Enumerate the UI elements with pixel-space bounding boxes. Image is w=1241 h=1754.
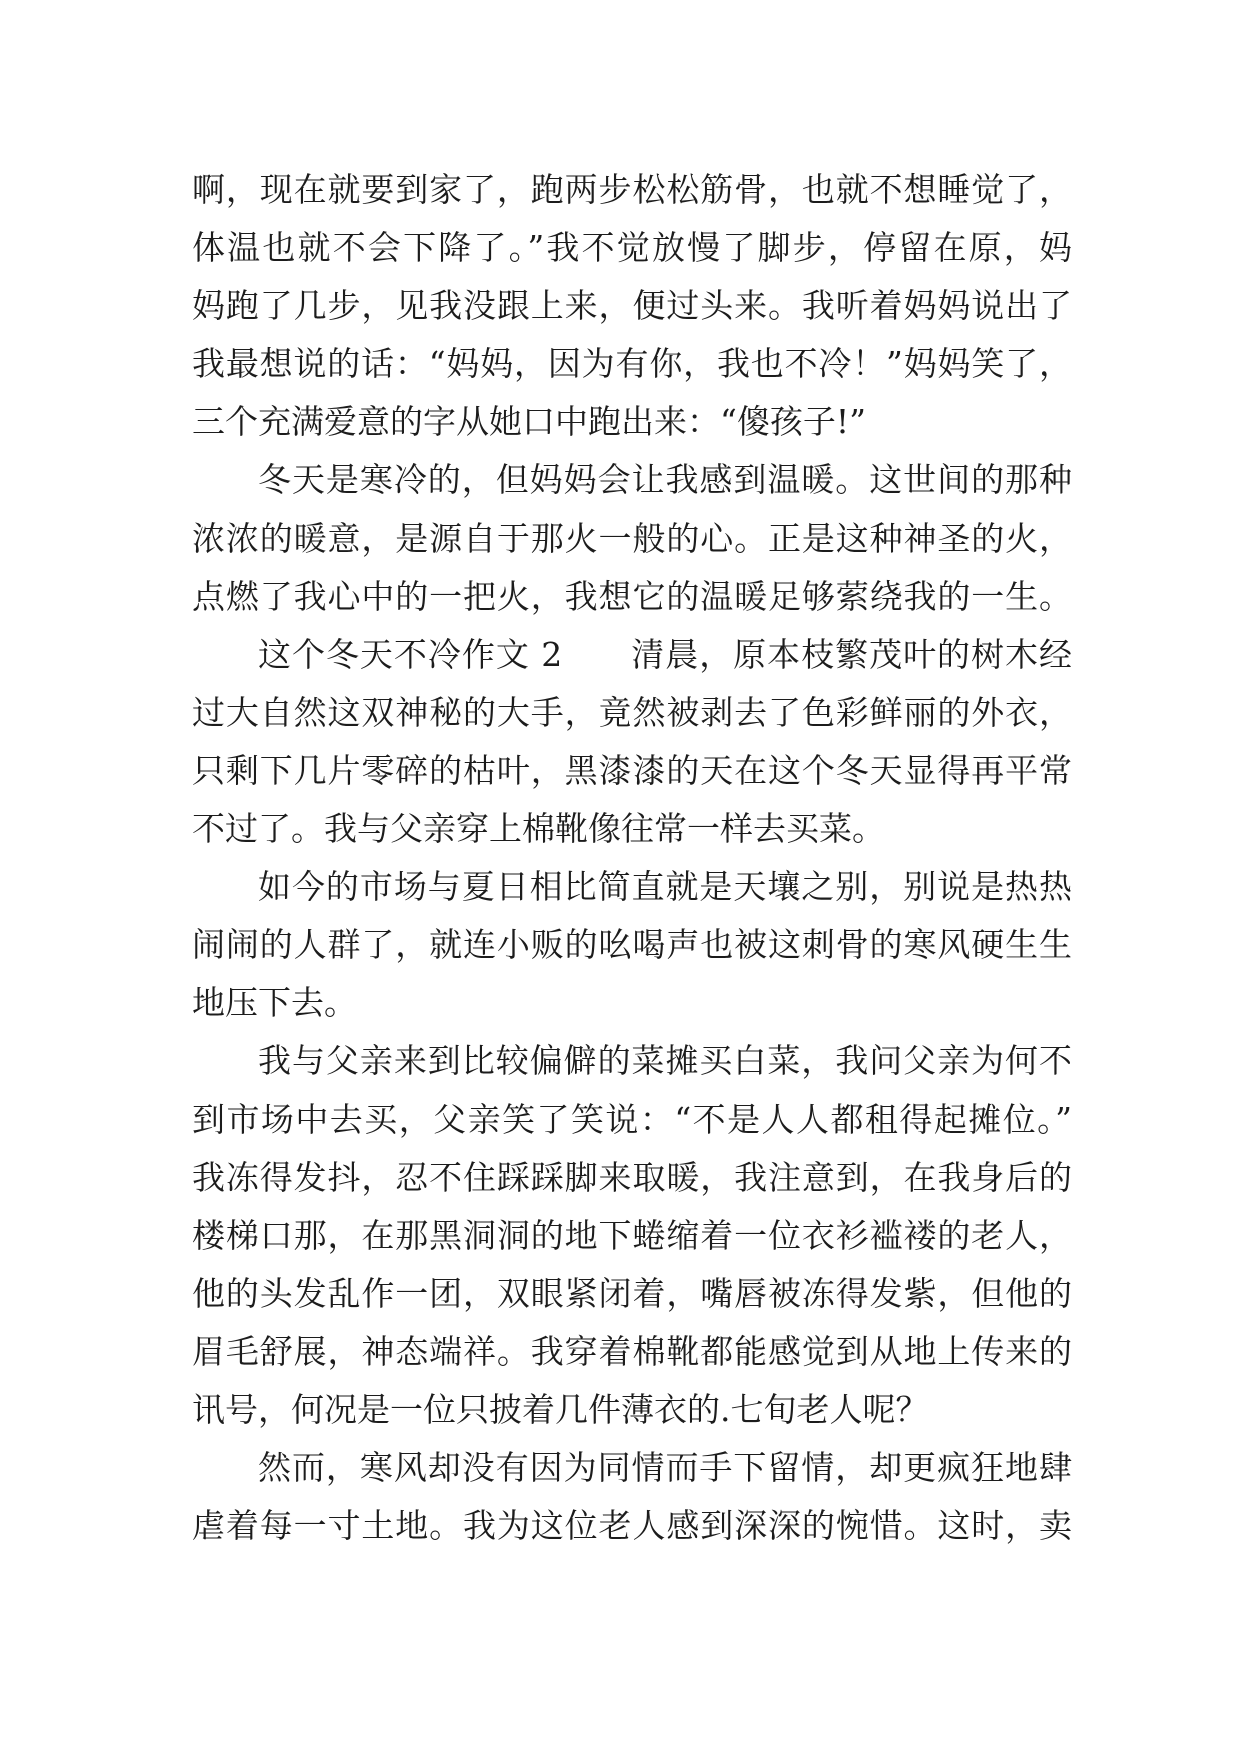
text-line: 如今的市场与夏日相比简直就是天壤之别，别说是热热	[258, 867, 1072, 907]
text-line: 点燃了我心中的一把火，我想它的温暖足够萦绕我的一生。	[192, 576, 1072, 616]
text-line: 虐着每一寸土地。我为这位老人感到深深的惋惜。这时，卖	[192, 1506, 1072, 1546]
text-line: 浓浓的暖意，是源自于那火一般的心。正是这种神圣的火，	[192, 518, 1072, 558]
text-line: 啊，现在就要到家了，跑两步松松筋骨，也就不想睡觉了，	[192, 170, 1072, 209]
text-line: 过大自然这双神秘的大手，竟然被剥去了色彩鲜丽的外衣，	[192, 692, 1072, 732]
text-line: 三个充满爱意的字从她口中跑出来：“傻孩子!”	[192, 402, 867, 442]
text-line: 讯号，何况是一位只披着几件薄衣的.七旬老人呢？	[192, 1389, 929, 1429]
text-line: 体温也就不会下降了。”我不觉放慢了脚步，停留在原，妈	[192, 228, 1072, 268]
text-line: 只剩下几片零碎的枯叶，黑漆漆的天在这个冬天显得再平常	[192, 750, 1072, 790]
text-line: 眉毛舒展，神态端祥。我穿着棉靴都能感觉到从地上传来的	[192, 1331, 1072, 1371]
text-line: 我冻得发抖，忍不住踩踩脚来取暖，我注意到，在我身后的	[192, 1157, 1072, 1197]
document-body	[192, 161, 1072, 1555]
text-line: 不过了。我与父亲穿上棉靴像往常一样去买菜。	[192, 809, 885, 849]
text-line: 他的头发乱作一团，双眼紧闭着，嘴唇被冻得发紫，但他的	[192, 1273, 1072, 1313]
text-line: 然而，寒风却没有因为同情而手下留情，却更疯狂地肆	[258, 1448, 1072, 1488]
text-line: 楼梯口那，在那黑洞洞的地下蜷缩着一位衣衫褴褛的老人，	[192, 1215, 1072, 1255]
text-line: 这个冬天不冷作文 2 清晨，原本枝繁茂叶的树木经	[258, 634, 1072, 674]
text-line: 到市场中去买，父亲笑了笑说：“不是人人都租得起摊位。”	[192, 1099, 1072, 1139]
text-line: 妈跑了几步，见我没跟上来，便过头来。我听着妈妈说出了	[192, 286, 1072, 326]
text-line: 冬天是寒冷的，但妈妈会让我感到温暖。这世间的那种	[258, 460, 1072, 500]
text-line: 我与父亲来到比较偏僻的菜摊买白菜，我问父亲为何不	[258, 1041, 1072, 1081]
text-line: 地压下去。	[192, 983, 357, 1023]
text-line: 闹闹的人群了，就连小贩的吆喝声也被这刺骨的寒风硬生生	[192, 925, 1072, 965]
text-line: 我最想说的话：“妈妈，因为有你，我也不冷！”妈妈笑了，	[192, 344, 1072, 384]
